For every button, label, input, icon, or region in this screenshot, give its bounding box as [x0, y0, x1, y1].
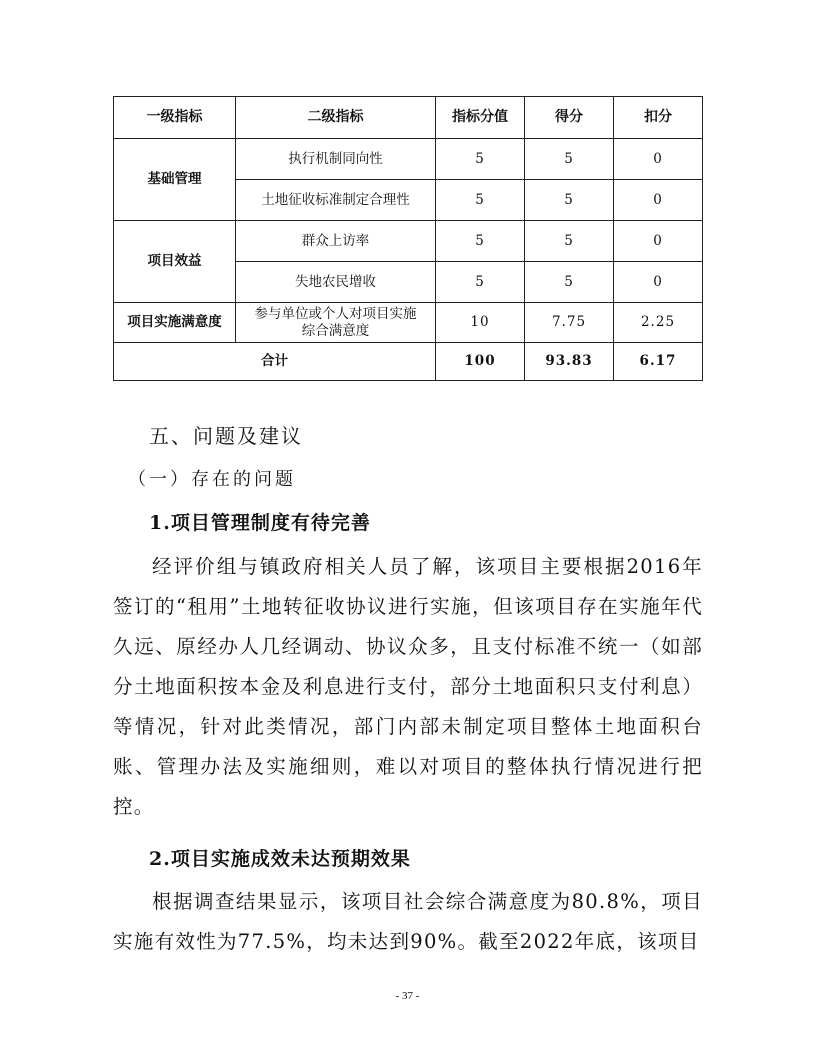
table-row [114, 139, 703, 180]
score-cell: 5 [525, 262, 614, 303]
deduct-cell: 2.25 [614, 303, 703, 343]
indicator-cell: 土地征收标准制定合理性 [236, 180, 436, 221]
total-deduct: 6.17 [614, 343, 703, 381]
item1-paragraph: 经评价组与镇政府相关人员了解，该项目主要根据2016年签订的“租用”土地转征收协议进行实施，但该项目存在实施年代久远、原经办人几经调动、协议众多，且支付标准不统一（如部分土地面积按本金及利息进行支付，部分土地面积只支付利息）等情况，针对此类情况，部门内部未制定项目整体土地面积台账、管理办法及实施细则，难以对项目的整体执行情况进行把控。 [113, 555, 703, 818]
total-row [114, 343, 703, 381]
header-deduct: 扣分 [614, 97, 703, 139]
deduct-cell: 0 [614, 139, 703, 180]
item2-heading: 2.项目实施成效未达预期效果 [149, 848, 411, 870]
indicator-line-1: 参与单位或个人对项目实施 [254, 305, 417, 322]
indicator-line-2: 综合满意度 [301, 322, 370, 339]
page-number: - 37 - [395, 990, 420, 1002]
indicator-cell: 执行机制同向性 [236, 139, 436, 180]
sub-heading: （一）存在的问题 [128, 469, 296, 490]
indicator-cell: 失地农民增收 [236, 262, 436, 303]
max-cell: 5 [436, 262, 525, 303]
header-level1: 一级指标 [114, 97, 236, 139]
score-cell: 5 [525, 139, 614, 180]
indicator-cell: 群众上访率 [236, 221, 436, 262]
deduct-cell: 0 [614, 262, 703, 303]
max-cell: 5 [436, 139, 525, 180]
table-header-row [114, 97, 703, 139]
total-score: 93.83 [525, 343, 614, 381]
max-cell: 5 [436, 221, 525, 262]
table-row [114, 221, 703, 262]
max-cell: 5 [436, 180, 525, 221]
score-cell: 5 [525, 180, 614, 221]
max-cell: 10 [436, 303, 525, 343]
header-max-score: 指标分值 [436, 97, 525, 139]
section-heading: 五、问题及建议 [149, 424, 303, 448]
score-table [113, 96, 703, 381]
header-level2: 二级指标 [236, 97, 436, 139]
score-cell: 7.75 [525, 303, 614, 343]
total-label: 合计 [114, 343, 436, 381]
group-name: 项目实施满意度 [114, 303, 236, 343]
indicator-cell [236, 303, 436, 343]
deduct-cell: 0 [614, 180, 703, 221]
table-row [114, 303, 703, 343]
item2-paragraph: 根据调查结果显示，该项目社会综合满意度为80.8%，项目实施有效性为77.5%，均未达到90%。截至2022年底，该项目 [113, 890, 703, 953]
group-name: 基础管理 [114, 139, 236, 221]
header-score: 得分 [525, 97, 614, 139]
total-max: 100 [436, 343, 525, 381]
group-name: 项目效益 [114, 221, 236, 303]
item1-heading: 1.项目管理制度有待完善 [149, 512, 371, 534]
score-cell: 5 [525, 221, 614, 262]
deduct-cell: 0 [614, 221, 703, 262]
